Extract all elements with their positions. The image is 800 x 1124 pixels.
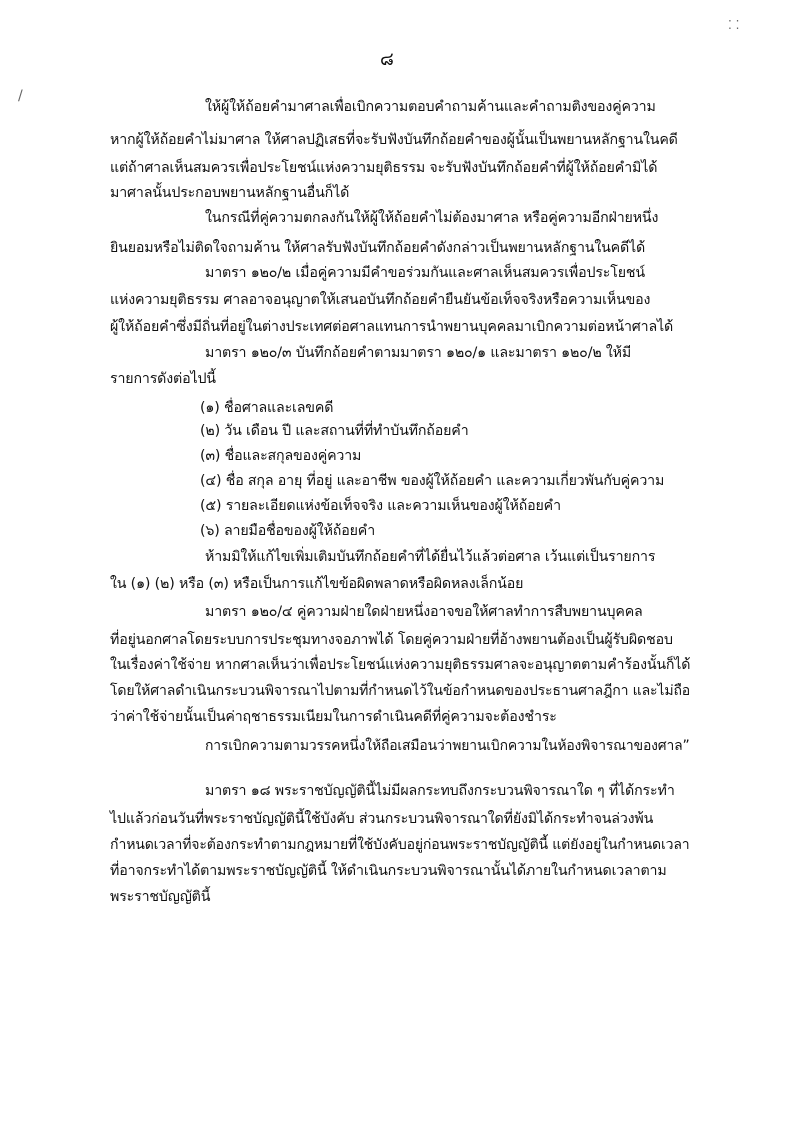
paragraph-line: กำหนดเวลาที่จะต้องกระทำตามกฎหมายที่ใช้บังคับอยู่ก่อนพระราชบัญญัตินี้ แต่ยังอยู่ในกำหนดเวลา xyxy=(110,837,690,853)
section-line: มาตรา ๑๘ พระราชบัญญัตินี้ไม่มีผลกระทบถึงกระบวนพิจารณาใด ๆ ที่ได้กระทำ xyxy=(205,783,675,799)
paragraph-line: แต่ถ้าศาลเห็นสมควรเพื่อประโยชน์แห่งความยุติธรรม จะรับฟังบันทึกถ้อยคำที่ผู้ให้ถ้อยคำมิได้ xyxy=(110,160,658,176)
paragraph-line: ในเรื่องค่าใช้จ่าย หากศาลเห็นว่าเพื่อประโยชน์แห่งความยุติธรรมศาลจะอนุญาตตามคำร้องนั้นก็ได้ xyxy=(110,657,691,673)
section-line: มาตรา ๑๒๐/๔ คู่ความฝ่ายใดฝ่ายหนึ่งอาจขอให้ศาลทำการสืบพยานบุคคล xyxy=(205,604,643,620)
paragraph-line: การเบิกความตามวรรคหนึ่งให้ถือเสมือนว่าพยานเบิกความในห้องพิจารณาของศาล” xyxy=(205,738,690,754)
section-line: มาตรา ๑๒๐/๓ บันทึกถ้อยคำตามมาตรา ๑๒๐/๑ และมาตรา ๑๒๐/๒ ให้มี xyxy=(205,345,632,361)
paragraph-line: ใน (๑) (๒) หรือ (๓) หรือเป็นการแก้ไขข้อผิดพลาดหรือผิดหลงเล็กน้อย xyxy=(110,576,524,592)
list-item: (๕) รายละเอียดแห่งข้อเท็จจริง และความเห็นของผู้ให้ถ้อยคำ xyxy=(200,498,561,514)
list-item: (๑) ชื่อศาลและเลขคดี xyxy=(200,400,334,416)
paragraph-line: ห้ามมิให้แก้ไขเพิ่มเติมบันทึกถ้อยคำที่ได้ยื่นไว้แล้วต่อศาล เว้นแต่เป็นรายการ xyxy=(205,549,656,565)
paragraph-line: พระราชบัญญัตินี้ xyxy=(110,889,211,905)
paragraph-line: ไปแล้วก่อนวันที่พระราชบัญญัตินี้ใช้บังคับ ส่วนกระบวนพิจารณาใดที่ยังมิได้กระทำจนล่วงพ้น xyxy=(110,811,654,827)
paragraph-line: มาศาลนั้นประกอบพยานหลักฐานอื่นก็ได้ xyxy=(110,185,350,201)
section-line: มาตรา ๑๒๐/๒ เมื่อคู่ความมีคำขอร่วมกันและศาลเห็นสมควรเพื่อประโยชน์ xyxy=(205,265,645,281)
scan-mark: ⁚ ⁚ xyxy=(728,18,740,32)
paragraph-line: ยินยอมหรือไม่ติดใจถามค้าน ให้ศาลรับฟังบันทึกถ้อยคำดังกล่าวเป็นพยานหลักฐานในคดีได้ xyxy=(110,240,646,256)
paragraph-line: ที่อยู่นอกศาลโดยระบบการประชุมทางจอภาพได้ โดยคู่ความฝ่ายที่อ้างพยานต้องเป็นผู้รับผิดชอบ xyxy=(110,632,673,648)
list-item: (๔) ชื่อ สกุล อายุ ที่อยู่ และอาชีพ ของผู้ให้ถ้อยคำ และความเกี่ยวพันกับคู่ความ xyxy=(200,473,665,489)
paragraph-line: ให้ผู้ให้ถ้อยคำมาศาลเพื่อเบิกความตอบคำถามค้านและคำถามติงของคู่ความ xyxy=(205,99,656,115)
paragraph-line: หากผู้ให้ถ้อยคำไม่มาศาล ให้ศาลปฏิเสธที่จะรับฟังบันทึกถ้อยคำของผู้นั้นเป็นพยานหลักฐานในคดี xyxy=(110,132,678,148)
paragraph-line: แห่งความยุติธรรม ศาลอาจอนุญาตให้เสนอบันทึกถ้อยคำยืนยันข้อเท็จจริงหรือความเห็นของ xyxy=(110,292,651,308)
paragraph-line: รายการดังต่อไปนี้ xyxy=(110,371,216,387)
paragraph-line: ผู้ให้ถ้อยคำซึ่งมีถิ่นที่อยู่ในต่างประเทศต่อศาลแทนการนำพยานบุคคลมาเบิกความต่อหน้าศาลได้ xyxy=(110,319,674,335)
scan-mark: / xyxy=(18,88,23,104)
list-item: (๓) ชื่อและสกุลของคู่ความ xyxy=(200,448,362,464)
paragraph-line: โดยให้ศาลดำเนินกระบวนพิจารณาไปตามที่กำหนดไว้ในข้อกำหนดของประธานศาลฎีกา และไม่ถือ xyxy=(110,683,691,699)
paragraph-line: ในกรณีที่คู่ความตกลงกันให้ผู้ให้ถ้อยคำไม่ต้องมาศาล หรือคู่ความอีกฝ่ายหนึ่ง xyxy=(205,210,659,226)
list-item: (๖) ลายมือชื่อของผู้ให้ถ้อยคำ xyxy=(200,523,376,539)
list-item: (๒) วัน เดือน ปี และสถานที่ที่ทำบันทึกถ้อยคำ xyxy=(200,423,469,439)
paragraph-line: ที่อาจกระทำได้ตามพระราชบัญญัตินี้ ให้ดำเนินกระบวนพิจารณานั้นได้ภายในกำหนดเวลาตาม xyxy=(110,863,667,879)
paragraph-line: ว่าค่าใช้จ่ายนั้นเป็นค่าฤชาธรรมเนียมในการดำเนินคดีที่คู่ความจะต้องชำระ xyxy=(110,709,557,725)
page-number: ๘ xyxy=(380,49,394,70)
